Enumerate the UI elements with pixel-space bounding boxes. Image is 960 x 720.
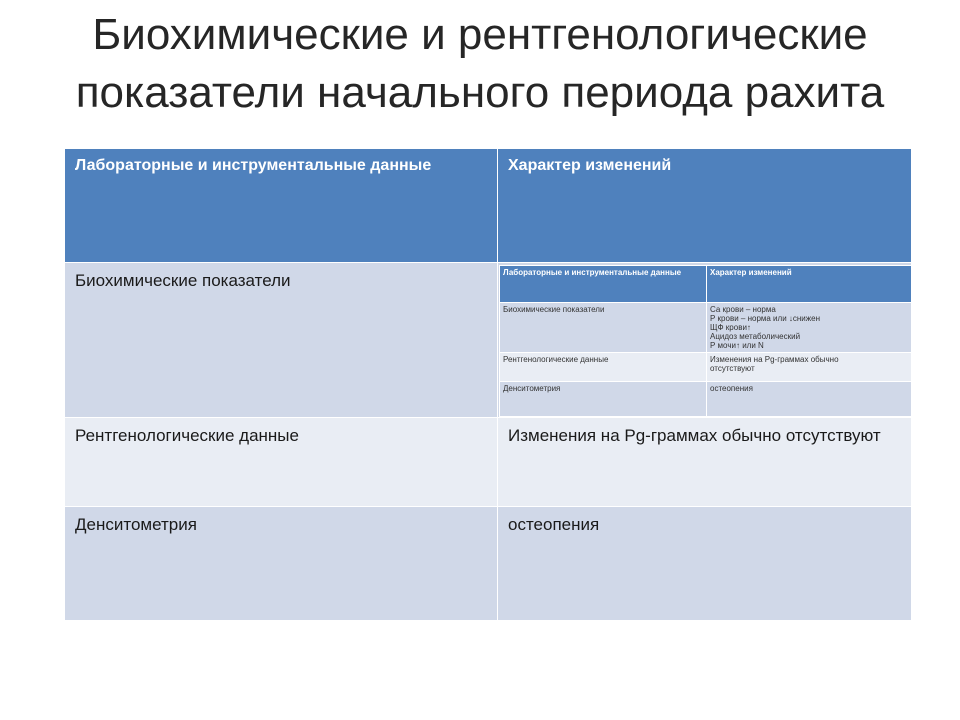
indicators-table <box>64 148 912 621</box>
nested-line: Са крови – норма <box>710 305 776 314</box>
row-label-densitometry: Денситометрия <box>65 507 498 621</box>
table-header-row <box>65 149 912 263</box>
nested-line: остеопения <box>710 384 753 393</box>
row-value-xray: Изменения на Рg-граммах обычно отсутствуют <box>498 418 912 507</box>
nested-line: Ацидоз метаболический <box>710 332 801 341</box>
nested-value-densitometry <box>707 382 912 417</box>
nested-line: ЩФ крови↑ <box>710 323 751 332</box>
slide-title <box>0 6 960 122</box>
nested-label-xray: Рентгенологические данные <box>500 353 707 382</box>
nested-line: Р крови – норма или ↓снижен <box>710 314 820 323</box>
nested-label-densitometry: Денситометрия <box>500 382 707 417</box>
nested-row <box>500 382 912 417</box>
title-line-1: Биохимические и рентгенологические <box>92 10 868 59</box>
nested-header-changes: Характер изменений <box>707 266 912 303</box>
nested-table-cell <box>498 263 912 418</box>
nested-line: Р мочи↑ или N <box>710 341 764 350</box>
row-label-biochemical: Биохимические показатели <box>65 263 498 418</box>
nested-value-xray <box>707 353 912 382</box>
nested-label-biochemical: Биохимические показатели <box>500 303 707 353</box>
nested-row <box>500 353 912 382</box>
nested-row <box>500 303 912 353</box>
table-row <box>65 418 912 507</box>
header-cell-data: Лабораторные и инструментальные данные <box>65 149 498 263</box>
table-row <box>65 263 912 418</box>
nested-line: Изменения на Рg-граммах обычно <box>710 355 839 364</box>
title-line-2: показатели начального периода рахита <box>75 68 885 117</box>
row-value-densitometry: остеопения <box>498 507 912 621</box>
nested-value-biochemical <box>707 303 912 353</box>
row-label-xray: Рентгенологические данные <box>65 418 498 507</box>
nested-header-row <box>500 266 912 303</box>
nested-header-data: Лабораторные и инструментальные данные <box>500 266 707 303</box>
nested-table-image <box>499 265 912 417</box>
table-row <box>65 507 912 621</box>
header-cell-changes: Характер изменений <box>498 149 912 263</box>
nested-line: отсутствуют <box>710 364 755 373</box>
